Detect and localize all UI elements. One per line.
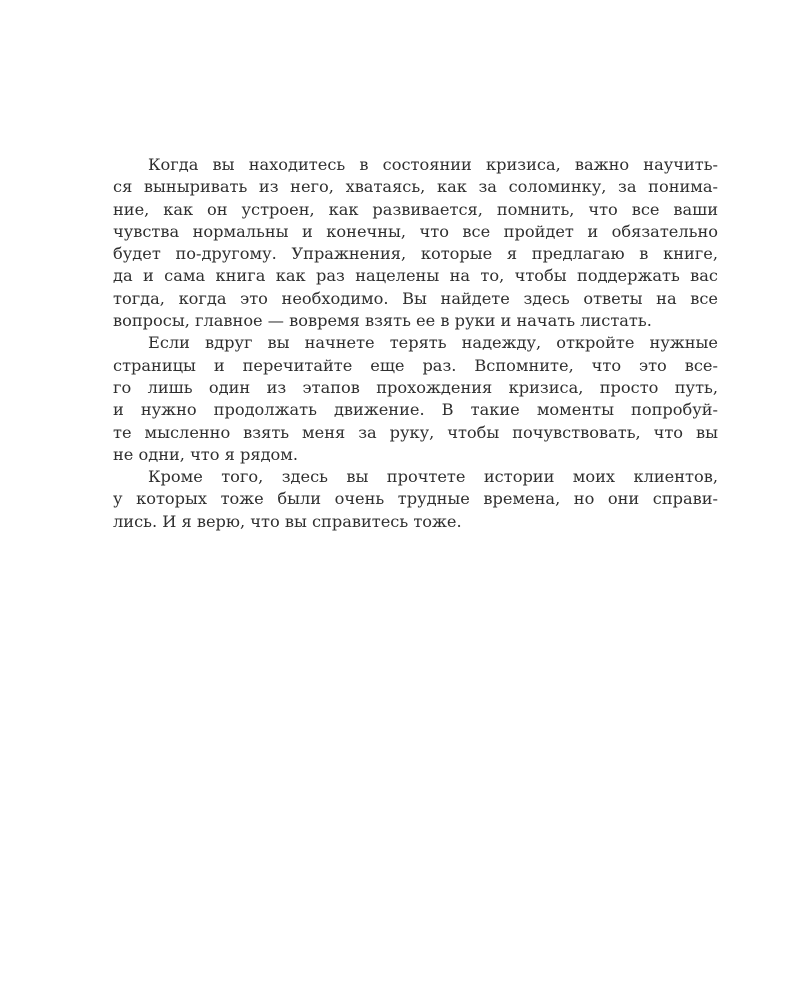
text-line: вопросы, главное — вовремя взять ее в руки и начать листать. xyxy=(113,311,652,331)
text-line: те мысленно взять меня за руку, чтобы почувствовать, что вы xyxy=(113,422,718,442)
body-text xyxy=(113,154,718,533)
text-line: ся выныривать из него, хватаясь, как за соломинку, за понима- xyxy=(113,177,718,197)
paragraph-1 xyxy=(113,154,718,332)
text-line: Когда вы находитесь в состоянии кризиса, важно научить- xyxy=(148,155,718,174)
paragraph-2 xyxy=(113,332,718,466)
text-line: Кроме того, здесь вы прочтете истории моих клиентов, xyxy=(148,467,718,487)
text-line: да и сама книга как раз нацелены на то, чтобы поддержать вас xyxy=(113,266,718,286)
text-line: чувства нормальны и конечны, что все пройдет и обязательно xyxy=(113,221,718,241)
text-line: будет по-другому. Упражнения, которые я предлагаю в книге, xyxy=(113,244,718,264)
text-line: ние, как он устроен, как развивается, помнить, что все ваши xyxy=(113,199,718,219)
text-line: у которых тоже были очень трудные времена, но они справи- xyxy=(113,489,718,509)
text-line: лись. И я верю, что вы справитесь тоже. xyxy=(113,511,462,531)
text-line: тогда, когда это необходимо. Вы найдете здесь ответы на все xyxy=(113,288,718,308)
text-line: и нужно продолжать движение. В такие моменты попробуй- xyxy=(113,400,718,420)
text-line: страницы и перечитайте еще раз. Вспомните, что это все- xyxy=(113,355,718,375)
paragraph-3 xyxy=(113,466,718,533)
text-line: го лишь один из этапов прохождения кризиса, просто путь, xyxy=(113,377,718,397)
text-line: не одни, что я рядом. xyxy=(113,444,299,464)
text-line: Если вдруг вы начнете терять надежду, откройте нужные xyxy=(148,333,718,353)
